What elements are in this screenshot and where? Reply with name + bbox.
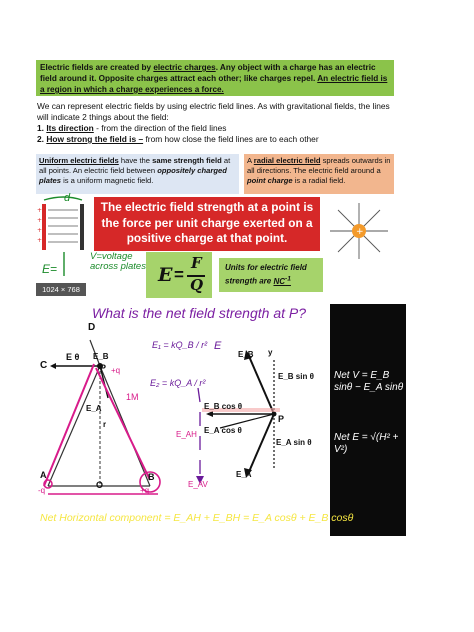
field-lines-item-2: 2. How strong the field is – from how close the field lines are to each other: [37, 134, 319, 144]
svg-text:+: +: [37, 217, 43, 224]
e1-note: E₁ = kQ_B / r²: [152, 340, 208, 350]
formula-box: E = F Q: [146, 252, 212, 298]
label-ea-cos: E_A cos θ: [204, 426, 242, 435]
radial-field-box: A radial electric field spreads outwards in all directions. The electric field around a point charge is a radial field.: [244, 154, 394, 194]
label-d: D: [88, 322, 96, 333]
voltage-note: V=voltage across plates: [90, 251, 146, 272]
label-o: O: [96, 480, 104, 490]
intro-text-2: . Any object with a charge has an electric field around it. Opposite charges attract each other; like charges repel.: [40, 63, 376, 83]
horizontal-component-note: Net Horizontal component = E_AH + E_BH = E_A cosθ + E_B cosθ: [40, 512, 354, 524]
dimensions-badge: 1024 × 768: [36, 283, 86, 296]
field-lines-item-1: 1. Its direction - from the direction of the field lines: [37, 123, 227, 133]
label-eb: E_B: [93, 352, 109, 361]
intro-box: [36, 60, 394, 96]
units-box: Units for electric field strength are $NC^{-1}$: [219, 258, 323, 292]
label-eb-sin: E_B sin θ: [278, 372, 314, 381]
svg-text:+: +: [356, 227, 364, 237]
label-b: B: [148, 472, 155, 482]
field-definition-text: An electric field is a region in which a charge experiences a force.: [40, 74, 388, 94]
svg-text:+: +: [37, 237, 43, 244]
label-plus-q: +q: [111, 366, 121, 375]
definition-box: The electric field strength at a point is the force per unit charge exerted on a positive charge at that point.: [94, 197, 320, 251]
e-label: E: [214, 340, 222, 352]
label-eah: E_AH: [176, 430, 197, 439]
label-a: A: [40, 470, 47, 480]
label-ea-right: E_A: [236, 470, 252, 479]
label-ea: E_A: [86, 404, 102, 413]
label-eb-right: E_B: [238, 350, 254, 359]
intro-text: Electric fields are created by: [40, 63, 154, 72]
svg-text:+: +: [37, 227, 43, 234]
label-eav: E_AV: [188, 480, 208, 489]
label-r: r: [103, 420, 107, 429]
e-equals-label: E=: [42, 262, 58, 276]
label-c: C: [40, 360, 48, 371]
net-v-note: Net V = E_B sinθ − E_A sinθ: [334, 370, 404, 393]
e2-note: E₂ = kQ_A / r²: [150, 378, 206, 388]
svg-text:+: +: [37, 207, 43, 214]
label-p-right: P: [278, 414, 285, 424]
uniform-field-box: Uniform electric fields have the same strength field at all points. An electric field between oppositely charged plates is a uniform magnetic field.: [36, 154, 239, 194]
field-lines-intro: We can represent electric fields by using electric field lines. As with gravitational fields, the lines will indicate 2 things about the field:: [37, 101, 390, 122]
field-lines-text: [37, 101, 397, 145]
net-e-note: Net E = √(H² + V²): [334, 432, 399, 455]
label-eb-cos: E_B cos θ: [204, 402, 243, 411]
label-minus-q: -q: [38, 486, 46, 495]
label-1m: 1M: [126, 392, 139, 402]
question-text: What is the net field strength at P?: [92, 305, 307, 321]
label-ea-sin: E_A sin θ: [276, 438, 312, 447]
label-plus-q-b: +q: [140, 486, 150, 495]
label-y: y: [268, 348, 273, 357]
point-charge-diagram: [326, 200, 392, 262]
electric-charges-text: electric charges: [153, 63, 216, 72]
plate-distance-label: d: [64, 192, 71, 204]
label-p: P: [100, 363, 107, 373]
label-e-theta: E θ: [66, 352, 80, 362]
